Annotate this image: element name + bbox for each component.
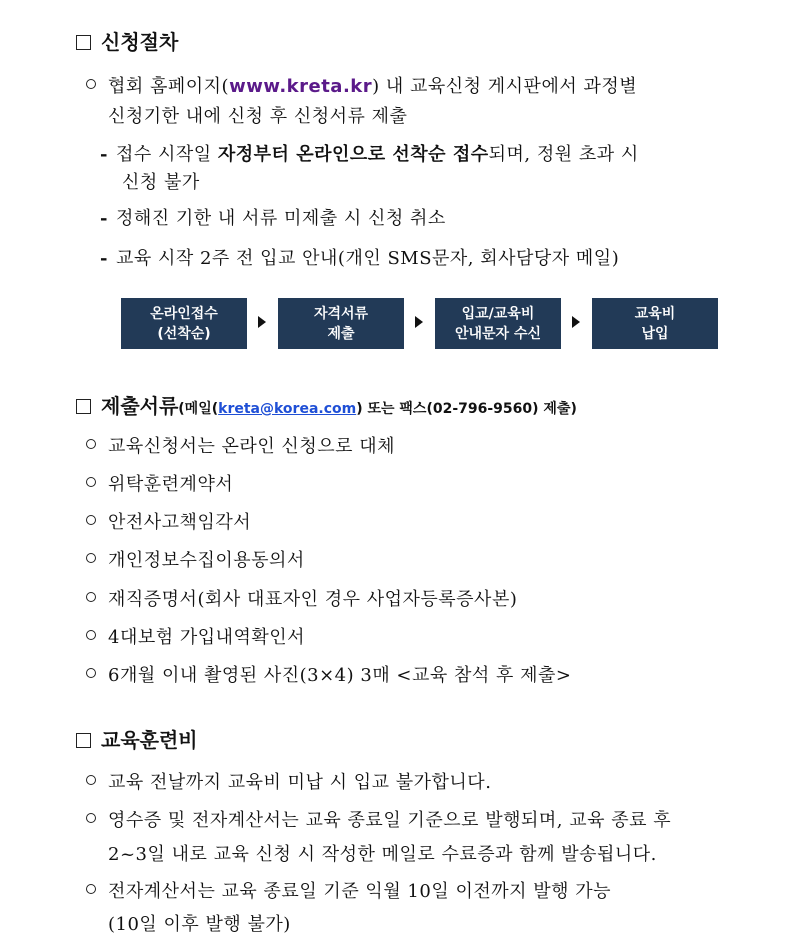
list-item: 6개월 이내 촬영된 사진(3×4) 3매 <교육 참석 후 제출> <box>86 661 571 687</box>
arrow-right-icon <box>572 316 580 328</box>
list-item: 교육 전날까지 교육비 미납 시 입교 불가합니다. <box>86 768 491 794</box>
list-item-continuation: (10일 이후 발행 불가) <box>108 914 291 935</box>
arrow-right-icon <box>415 316 423 328</box>
checkbox-square-icon <box>76 399 91 414</box>
list-item: 4대보험 가입내역확인서 <box>86 623 305 649</box>
dash-item: - 교육 시작 2주 전 입교 안내(개인 SMS문자, 회사담당자 메일) <box>100 248 620 269</box>
flow-step-notice-sms: 입교/교육비 안내문자 수신 <box>435 298 561 349</box>
dash-item: - 정해진 기한 내 서류 미제출 시 신청 취소 <box>100 208 446 229</box>
section-title: 교육훈련비 <box>101 728 198 752</box>
section-heading-application <box>76 26 178 55</box>
checkbox-square-icon <box>76 35 91 50</box>
checkbox-square-icon <box>76 733 91 748</box>
list-item: 개인정보수집이용동의서 <box>86 546 305 572</box>
list-item: 교육신청서는 온라인 신청으로 대체 <box>86 432 395 458</box>
bullet-circle-icon <box>86 515 96 525</box>
list-item-continuation: 2~3일 내로 교육 신청 시 작성한 메일로 수료증과 함께 발송됩니다. <box>108 844 657 865</box>
dash-item-continuation: 신청 불가 <box>122 172 200 193</box>
list-item: 영수증 및 전자계산서는 교육 종료일 기준으로 발행되며, 교육 종료 후 <box>86 806 671 832</box>
bullet-circle-icon <box>86 668 96 678</box>
list-item: 위탁훈련계약서 <box>86 470 233 496</box>
email-link[interactable]: kreta@korea.com <box>218 401 357 417</box>
bullet-circle-icon <box>86 775 96 785</box>
section-heading-fees <box>76 724 198 753</box>
arrow-right-icon <box>258 316 266 328</box>
bullet-circle-icon <box>86 79 96 89</box>
website-link[interactable]: www.kreta.kr <box>229 76 373 97</box>
list-item: 재직증명서(회사 대표자인 경우 사업자등록증사본) <box>86 585 517 611</box>
section-title: 제출서류 <box>101 394 179 418</box>
list-item-continuation: 신청기한 내에 신청 후 신청서류 제출 <box>108 106 408 127</box>
bullet-circle-icon <box>86 592 96 602</box>
dash-item: - 접수 시작일 자정부터 온라인으로 선착순 접수되며, 정원 초과 시 <box>100 144 639 165</box>
bullet-circle-icon <box>86 630 96 640</box>
bullet-circle-icon <box>86 813 96 823</box>
bullet-circle-icon <box>86 553 96 563</box>
section-title: 신청절차 <box>101 30 179 54</box>
flow-step-submit-docs: 자격서류 제출 <box>278 298 404 349</box>
bullet-circle-icon <box>86 439 96 449</box>
flow-step-online-apply: 온라인접수 (선착순) <box>121 298 247 349</box>
list-item: 전자계산서는 교육 종료일 기준 익월 10일 이전까지 발행 가능 <box>86 877 611 903</box>
section-heading-documents: 제출서류(메일(kreta@korea.com) 또는 팩스(02-796-9560) 제출) <box>76 390 577 419</box>
flow-step-payment: 교육비 납입 <box>592 298 718 349</box>
list-item: 협회 홈페이지(www.kreta.kr) 내 교육신청 게시판에서 과정별 <box>86 72 637 98</box>
list-item: 안전사고책임각서 <box>86 508 251 534</box>
bullet-circle-icon <box>86 477 96 487</box>
bullet-circle-icon <box>86 884 96 894</box>
